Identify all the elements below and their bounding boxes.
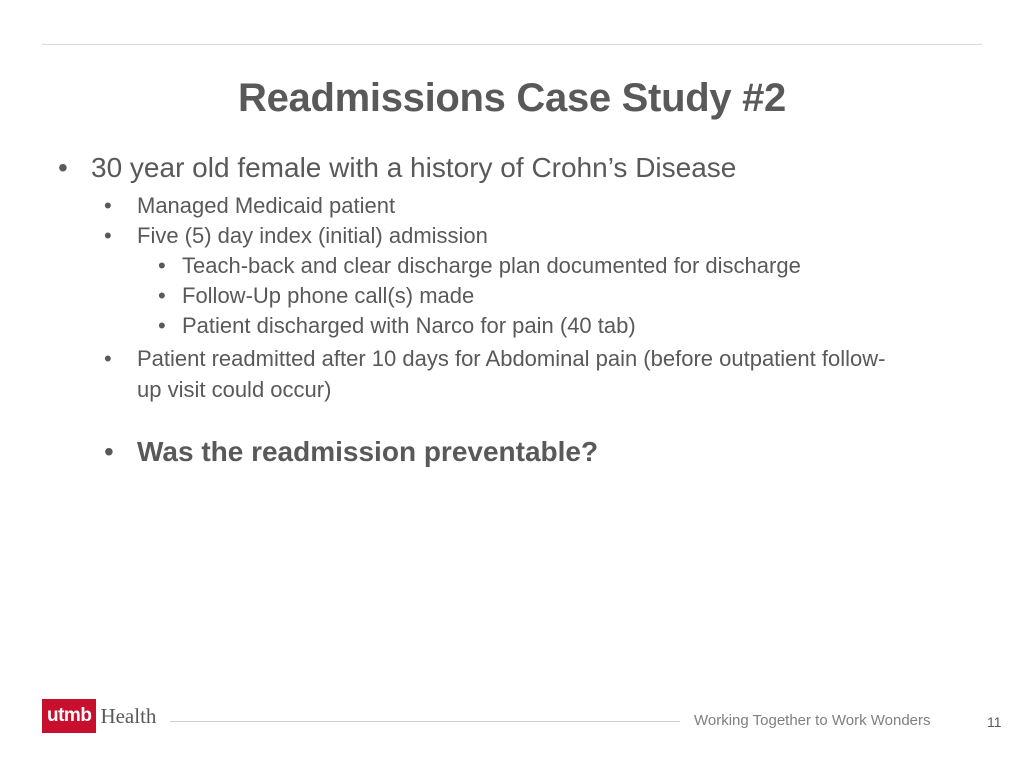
utmb-health-logo — [42, 699, 156, 733]
bullet-subsub-text: Follow-Up phone call(s) made — [182, 283, 475, 308]
bullet-subsub-teachback — [158, 251, 958, 281]
bullet-glyph: • — [58, 152, 68, 183]
bullet-glyph: • — [104, 346, 112, 371]
bullet-glyph: • — [158, 253, 166, 278]
bullet-glyph: • — [158, 313, 166, 338]
bullet-subsub-text: Patient discharged with Narco for pain (40 tab) — [182, 313, 636, 338]
bullet-subsub-text: Teach-back and clear discharge plan documented for discharge — [182, 253, 801, 278]
bullet-question — [104, 436, 954, 468]
bullet-glyph: • — [104, 223, 112, 248]
slide-title: Readmissions Case Study #2 — [238, 76, 786, 120]
bullet-glyph: • — [104, 436, 114, 467]
footer-tagline: Working Together to Work Wonders — [694, 712, 931, 729]
page-number: 11 — [987, 714, 1002, 730]
bullet-sub-text: Five (5) day index (initial) admission — [137, 223, 488, 248]
logo-mark: utmb — [42, 699, 96, 733]
bullet-glyph: • — [158, 283, 166, 308]
bullet-subsub-followup — [158, 281, 958, 311]
bullet-glyph: • — [104, 193, 112, 218]
top-divider — [42, 44, 982, 45]
bullet-main-text: 30 year old female with a history of Crohn’s Disease — [91, 152, 737, 183]
logo-word: Health — [100, 703, 157, 728]
bullet-sub-text: Managed Medicaid patient — [137, 193, 396, 218]
bullet-subsub-narco — [158, 311, 958, 341]
footer-divider — [170, 721, 680, 722]
bullet-main — [58, 152, 958, 184]
bullet-sub-text: Patient readmitted after 10 days for Abdominal pain (before outpatient follow-up visit could occur) — [137, 346, 886, 402]
bullet-sub-medicaid — [104, 190, 954, 221]
bullet-sub-admission — [104, 220, 954, 251]
bullet-sub-readmitted — [104, 343, 904, 405]
question-text: Was the readmission preventable? — [137, 436, 599, 467]
